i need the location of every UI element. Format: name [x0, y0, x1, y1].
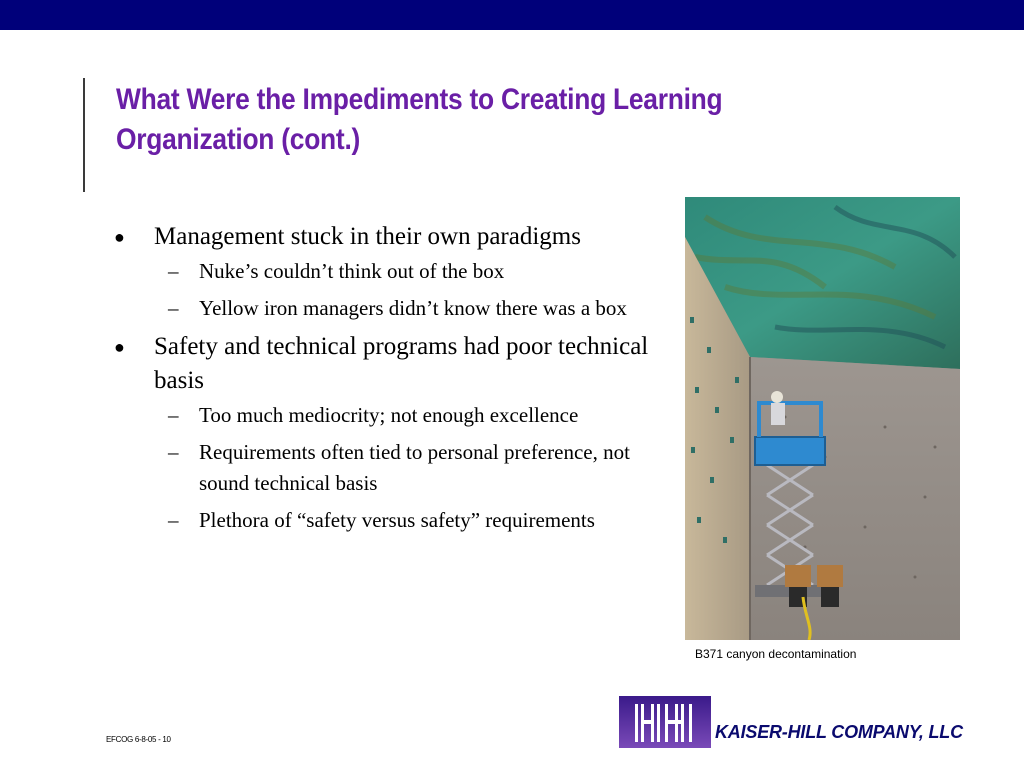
bullet-item: [112, 220, 652, 324]
sub-bullet-text: Nuke’s couldn’t think out of the box: [199, 259, 505, 283]
sub-bullet-item: [154, 256, 652, 287]
bullet-dot-icon: ●: [114, 227, 125, 247]
canyon-photo: [685, 197, 960, 640]
slide-title-line-1: What Were the Impediments to Creating Learning: [116, 83, 723, 116]
sub-bullet-list: [154, 400, 652, 536]
bullet-text: Safety and technical programs had poor technical basis: [154, 333, 649, 394]
dash-icon: –: [168, 440, 179, 464]
bullet-list: [112, 220, 652, 542]
footer-code: EFCOG 6-8-05 - 10: [106, 735, 171, 744]
sub-bullet-list: [154, 256, 652, 324]
sub-bullet-text: Yellow iron managers didn’t know there was a box: [199, 296, 627, 320]
bullet-dot-icon: ●: [114, 337, 125, 357]
title-rule: [83, 78, 85, 192]
bullet-text: Management stuck in their own paradigms: [154, 223, 581, 250]
dash-icon: –: [168, 259, 179, 283]
kaiser-hill-kh-logo-icon: [619, 696, 711, 748]
sub-bullet-item: [154, 505, 652, 536]
top-band: [0, 0, 1024, 30]
sub-bullet-text: Plethora of “safety versus safety” requirements: [199, 508, 595, 532]
photo-caption: B371 canyon decontamination: [695, 647, 857, 661]
company-name: KAISER-HILL COMPANY, LLC: [715, 722, 963, 742]
bullet-item: [112, 330, 652, 536]
dash-icon: –: [168, 508, 179, 532]
dash-icon: –: [168, 296, 179, 320]
slide-title-line-2: Organization (cont.): [116, 123, 361, 156]
sub-bullet-text: Too much mediocrity; not enough excellence: [199, 403, 579, 427]
sub-bullet-item: [154, 437, 652, 499]
sub-bullet-item: [154, 400, 652, 431]
sub-bullet-text: Requirements often tied to personal preference, not sound technical basis: [199, 440, 630, 495]
dash-icon: –: [168, 403, 179, 427]
sub-bullet-item: [154, 293, 652, 324]
slide-title: [116, 80, 750, 160]
